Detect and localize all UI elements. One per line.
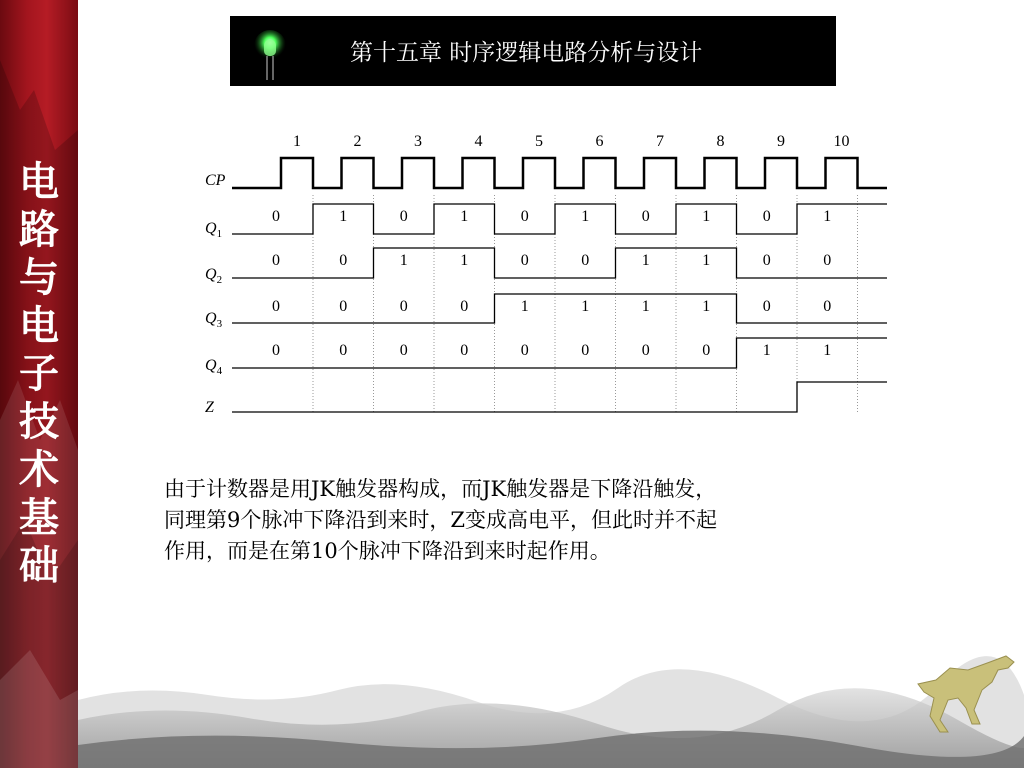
state-value: 0 xyxy=(339,342,348,359)
signal-label-z: Z xyxy=(205,399,214,416)
signal-label-cp: CP xyxy=(205,172,226,189)
explanation-line: 同理第9个脉冲下降沿到来时，Z变成高电平，但此时并不起 xyxy=(164,508,717,532)
state-value: 0 xyxy=(399,342,408,359)
state-value: 0 xyxy=(520,342,529,359)
state-value: 0 xyxy=(520,208,529,225)
state-value: 1 xyxy=(702,252,711,269)
explanation-line: 由于计数器是用JK触发器构成，而JK触发器是下降沿触发， xyxy=(164,477,717,501)
page-title: 第十五章 时序逻辑电路分析与设计 xyxy=(350,40,703,66)
state-value: 0 xyxy=(272,208,280,225)
pulse-number: 3 xyxy=(414,133,422,150)
course-title-char: 电 xyxy=(19,303,59,349)
course-title-char: 技 xyxy=(19,399,59,445)
course-title-char: 与 xyxy=(19,255,59,301)
signal-label-q2: $Q_2$ xyxy=(205,266,223,286)
pulse-number: 1 xyxy=(293,133,301,150)
course-title-char: 基 xyxy=(19,495,59,541)
waveform-q3 xyxy=(232,294,887,323)
state-value: 0 xyxy=(762,298,771,315)
state-value: 0 xyxy=(702,342,711,359)
course-title-char: 路 xyxy=(19,207,59,253)
state-value: 0 xyxy=(272,252,280,269)
signal-label-q1: $Q_1$ xyxy=(205,220,223,240)
state-value: 0 xyxy=(339,298,348,315)
state-value: 0 xyxy=(762,208,771,225)
state-value: 1 xyxy=(339,208,348,225)
course-title-char: 子 xyxy=(19,351,59,397)
pulse-number: 7 xyxy=(656,133,664,150)
state-value: 0 xyxy=(272,298,280,315)
state-value: 0 xyxy=(399,208,408,225)
state-value: 0 xyxy=(339,252,348,269)
state-value: 1 xyxy=(823,342,832,359)
state-value: 0 xyxy=(581,342,590,359)
state-value: 0 xyxy=(272,342,280,359)
state-value: 1 xyxy=(399,252,408,269)
state-value: 1 xyxy=(581,208,590,225)
state-value: 1 xyxy=(641,298,650,315)
pulse-number: 4 xyxy=(474,133,483,150)
pulse-number: 8 xyxy=(716,133,725,150)
signal-label-q3: $Q_3$ xyxy=(205,310,223,330)
pulse-number: 6 xyxy=(595,133,604,150)
explanation-text xyxy=(164,474,904,567)
state-value: 1 xyxy=(460,252,469,269)
state-value: 1 xyxy=(460,208,469,225)
state-value: 0 xyxy=(641,208,650,225)
state-value: 0 xyxy=(823,298,832,315)
waveform-cp xyxy=(232,158,887,188)
waveform-q1 xyxy=(232,204,887,234)
state-value: 1 xyxy=(762,342,771,359)
waveform-z xyxy=(232,382,887,412)
state-value: 1 xyxy=(641,252,650,269)
course-title-char: 电 xyxy=(19,159,59,205)
state-value: 0 xyxy=(460,342,469,359)
state-value: 0 xyxy=(399,298,408,315)
state-value: 0 xyxy=(581,252,590,269)
pulse-number: 10 xyxy=(833,133,850,150)
pulse-number: 9 xyxy=(777,133,785,150)
state-value: 0 xyxy=(641,342,650,359)
signal-label-q4: $Q_4$ xyxy=(205,357,223,377)
ink-landscape-footer xyxy=(78,640,1024,768)
state-value: 0 xyxy=(762,252,771,269)
pulse-number: 2 xyxy=(353,133,362,150)
pulse-number: 5 xyxy=(535,133,543,150)
waveform-q4 xyxy=(232,338,887,368)
state-value: 1 xyxy=(702,298,711,315)
state-value: 0 xyxy=(520,252,529,269)
state-value: 0 xyxy=(823,252,832,269)
course-title-char: 础 xyxy=(19,543,59,589)
course-title-char: 术 xyxy=(19,447,59,493)
state-value: 1 xyxy=(520,298,529,315)
state-value: 1 xyxy=(702,208,711,225)
waveform-q2 xyxy=(232,248,887,278)
state-value: 0 xyxy=(460,298,469,315)
state-value: 1 xyxy=(823,208,832,225)
state-value: 1 xyxy=(581,298,590,315)
explanation-line: 作用，而是在第10个脉冲下降沿到来时起作用。 xyxy=(164,539,611,563)
